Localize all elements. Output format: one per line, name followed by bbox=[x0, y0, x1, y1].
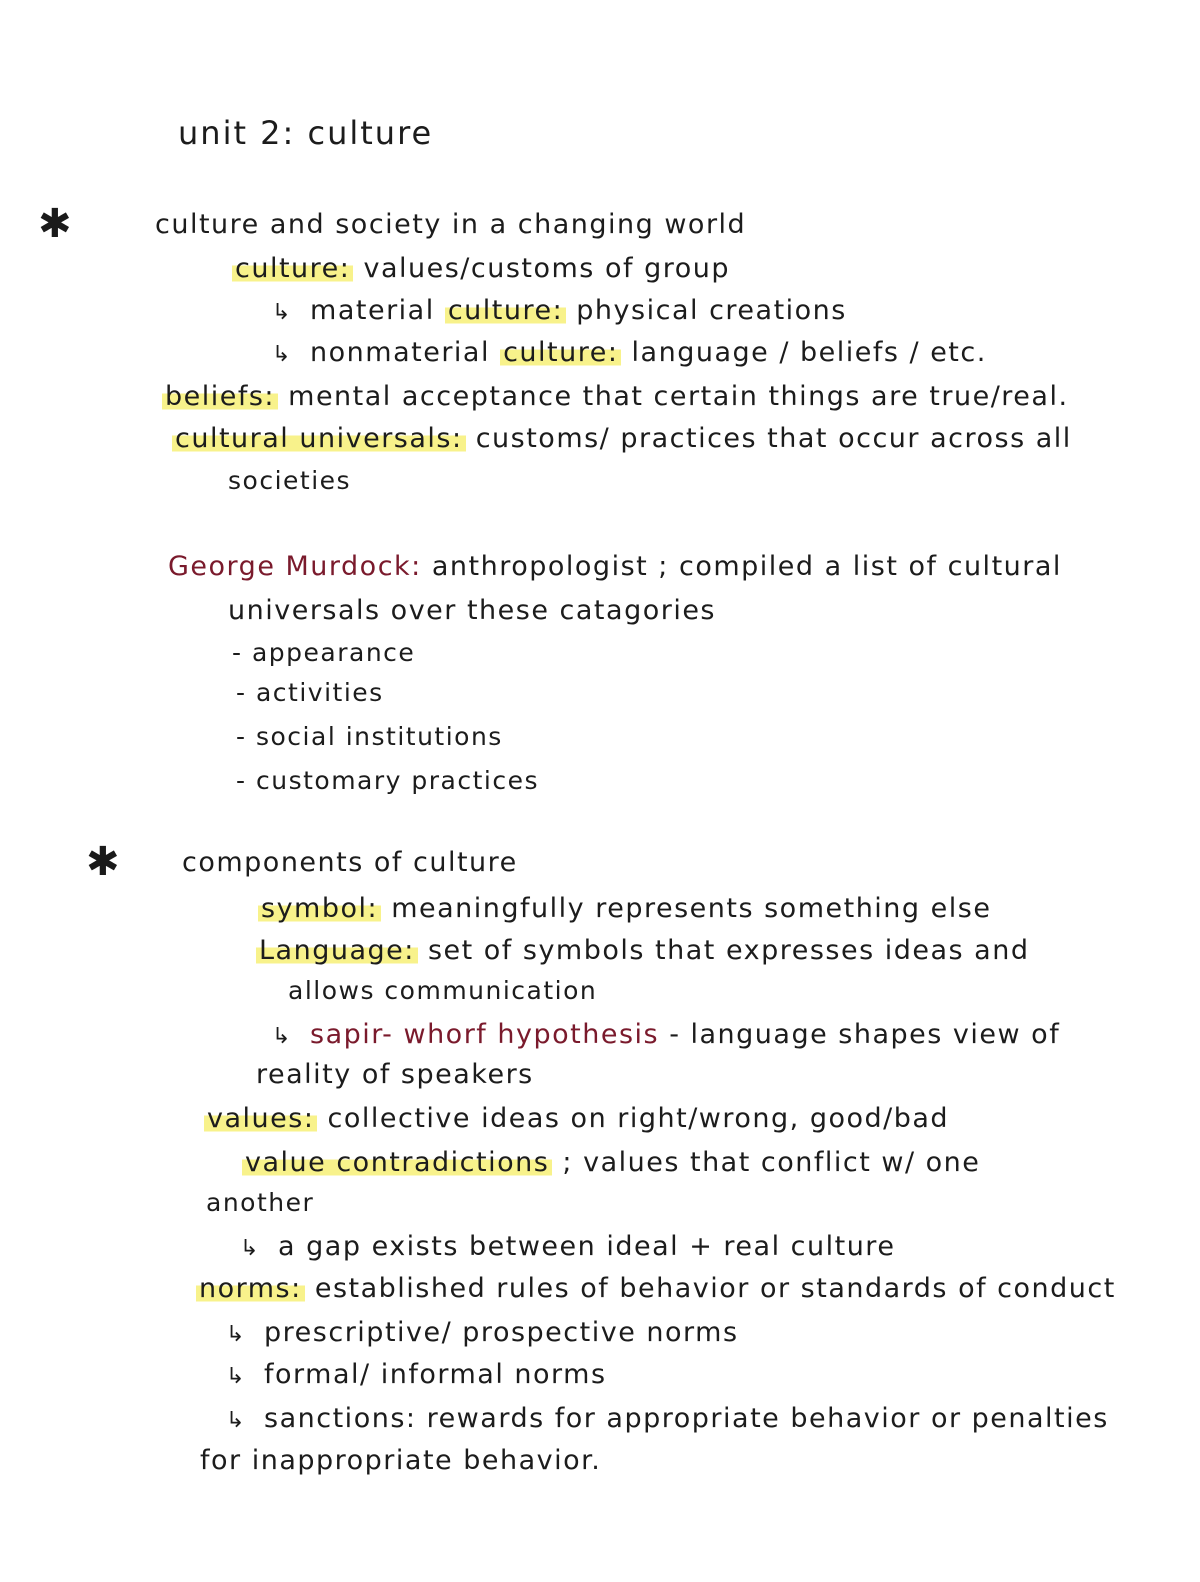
vc-def: ; values that conflict w/ one bbox=[562, 1147, 981, 1178]
universals-def-cont: societies bbox=[228, 466, 352, 495]
culture-def: values/customs of group bbox=[363, 253, 730, 284]
murdock-desc: anthropologist ; compiled a list of cultural bbox=[431, 551, 1062, 582]
sapir-def-cont: reality of speakers bbox=[256, 1059, 534, 1090]
symbol-def: meaningfully represents something else bbox=[391, 893, 992, 924]
values-def: collective ideas on right/wrong, good/bad bbox=[327, 1103, 950, 1134]
norm-type-2-text: formal/ informal norms bbox=[264, 1359, 607, 1390]
sanctions-line bbox=[226, 1402, 1109, 1438]
list-item bbox=[236, 720, 503, 754]
norm-type-1-text: prescriptive/ prospective norms bbox=[264, 1317, 739, 1348]
values-term: values: bbox=[204, 1103, 317, 1134]
arrow-icon: ↳ bbox=[226, 1364, 246, 1389]
language-term: Language: bbox=[256, 935, 418, 966]
arrow-icon: ↳ bbox=[272, 342, 292, 367]
sapir-term: sapir- whorf hypothesis bbox=[310, 1019, 660, 1050]
bullet: - bbox=[236, 722, 247, 751]
nonmaterial-def: language / beliefs / etc. bbox=[631, 337, 987, 368]
arrow-icon: ↳ bbox=[226, 1322, 246, 1347]
norm-type-2 bbox=[226, 1358, 607, 1394]
section2-heading: components of culture bbox=[182, 847, 518, 878]
material-prefix: material bbox=[310, 295, 435, 326]
sanctions-cont: for inappropriate behavior. bbox=[200, 1445, 602, 1476]
murdock-desc-cont: universals over these catagories bbox=[228, 595, 717, 626]
material-culture-line bbox=[272, 294, 847, 330]
beliefs-def: mental acceptance that certain things are true/real. bbox=[288, 381, 1069, 412]
list-item bbox=[236, 764, 539, 798]
list-item-text: activities bbox=[255, 678, 384, 707]
culture-definition bbox=[232, 252, 730, 286]
list-item-text: social institutions bbox=[255, 722, 503, 751]
sapir-line bbox=[272, 1018, 1060, 1054]
page-title: unit 2: culture bbox=[178, 114, 434, 152]
symbol-term: symbol: bbox=[258, 893, 381, 924]
universals-def: customs/ practices that occur across all bbox=[475, 423, 1072, 454]
values-line bbox=[204, 1102, 949, 1136]
material-def: physical creations bbox=[576, 295, 847, 326]
universals-line bbox=[172, 422, 1072, 456]
vc-term: value contradictions bbox=[242, 1147, 552, 1178]
norms-term: norms: bbox=[196, 1273, 305, 1304]
sapir-def: - language shapes view of bbox=[669, 1019, 1061, 1050]
list-item bbox=[236, 676, 384, 710]
beliefs-term: beliefs: bbox=[162, 381, 278, 412]
list-item-text: appearance bbox=[251, 638, 416, 667]
arrow-icon: ↳ bbox=[226, 1408, 246, 1433]
list-item bbox=[232, 636, 415, 670]
arrow-icon: ↳ bbox=[272, 1024, 292, 1049]
beliefs-line bbox=[162, 380, 1069, 414]
norm-type-1 bbox=[226, 1316, 739, 1352]
culture-term: culture: bbox=[232, 253, 353, 284]
bullet: - bbox=[232, 638, 243, 667]
list-item-text: customary practices bbox=[255, 766, 540, 795]
norms-def: established rules of behavior or standards of conduct bbox=[314, 1273, 1116, 1304]
bullet: - bbox=[236, 678, 247, 707]
material-hl: culture: bbox=[445, 295, 566, 326]
section1-heading: culture and society in a changing world bbox=[155, 209, 747, 240]
symbol-line bbox=[258, 892, 991, 926]
language-line bbox=[256, 934, 1029, 968]
arrow-icon: ↳ bbox=[240, 1236, 260, 1261]
gap-line bbox=[240, 1230, 895, 1266]
murdock-line bbox=[168, 550, 1062, 584]
universals-term: cultural universals: bbox=[172, 423, 466, 454]
bullet: - bbox=[236, 766, 247, 795]
star-mark-2: ✱ bbox=[86, 839, 120, 885]
value-contradictions-line bbox=[242, 1146, 980, 1180]
language-def: set of symbols that expresses ideas and bbox=[427, 935, 1030, 966]
star-mark-1: ✱ bbox=[38, 201, 72, 247]
arrow-icon: ↳ bbox=[272, 300, 292, 325]
gap-text: a gap exists between ideal + real culture bbox=[278, 1231, 896, 1262]
vc-def-cont: another bbox=[206, 1188, 315, 1217]
sanctions-text: sanctions: rewards for appropriate behavior or penalties bbox=[264, 1403, 1109, 1434]
nonmaterial-prefix: nonmaterial bbox=[310, 337, 490, 368]
nonmaterial-hl: culture: bbox=[500, 337, 621, 368]
norms-line bbox=[196, 1272, 1116, 1306]
nonmaterial-culture-line bbox=[272, 336, 987, 372]
murdock-name: George Murdock: bbox=[168, 551, 422, 582]
language-def-cont: allows communication bbox=[288, 976, 598, 1005]
